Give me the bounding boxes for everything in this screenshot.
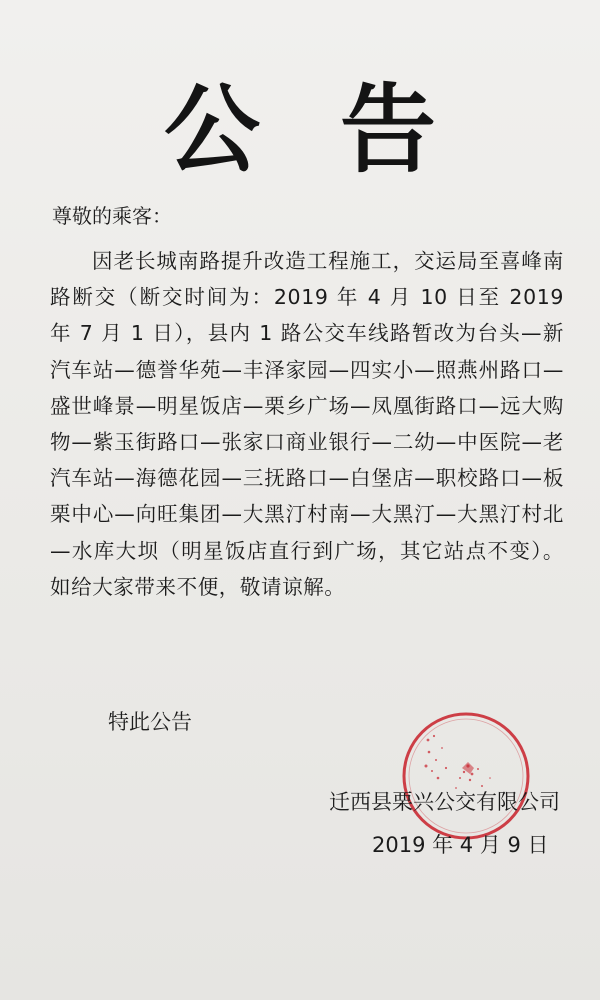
notice-title: 公告 bbox=[164, 74, 516, 186]
company-seal-icon bbox=[398, 708, 534, 844]
notice-date: 2019 年 4 月 9 日 bbox=[372, 833, 549, 857]
organization-name: 迁西县栗兴公交有限公司 bbox=[329, 790, 560, 814]
greeting: 尊敬的乘客： bbox=[52, 204, 172, 228]
notice-body: 因老长城南路提升改造工程施工，交运局至喜峰南路断交（断交时间为：2019 年 4 月 10 日至 2019 年 7 月 1 日），县内 1 路公交车线路暂改为台头—新汽车站—德誉华苑—丰泽家园—四实小—照燕州路口—盛世峰景—明星饭店—栗乡广场—凤凰街路口—远大购物—紫玉街路口—张家口商业银行—二幼—中医院—老汽车站—海德花园—三抚路口—白堡店—职校路口—板栗中心—向旺集团—大黑汀村南—大黑汀—大黑汀村北—水库大坝（明星饭店直行到广场，其它站点不变）。如给大家带来不便，敬请谅解。 bbox=[50, 249, 564, 599]
closing-line: 特此公告 bbox=[108, 710, 192, 734]
